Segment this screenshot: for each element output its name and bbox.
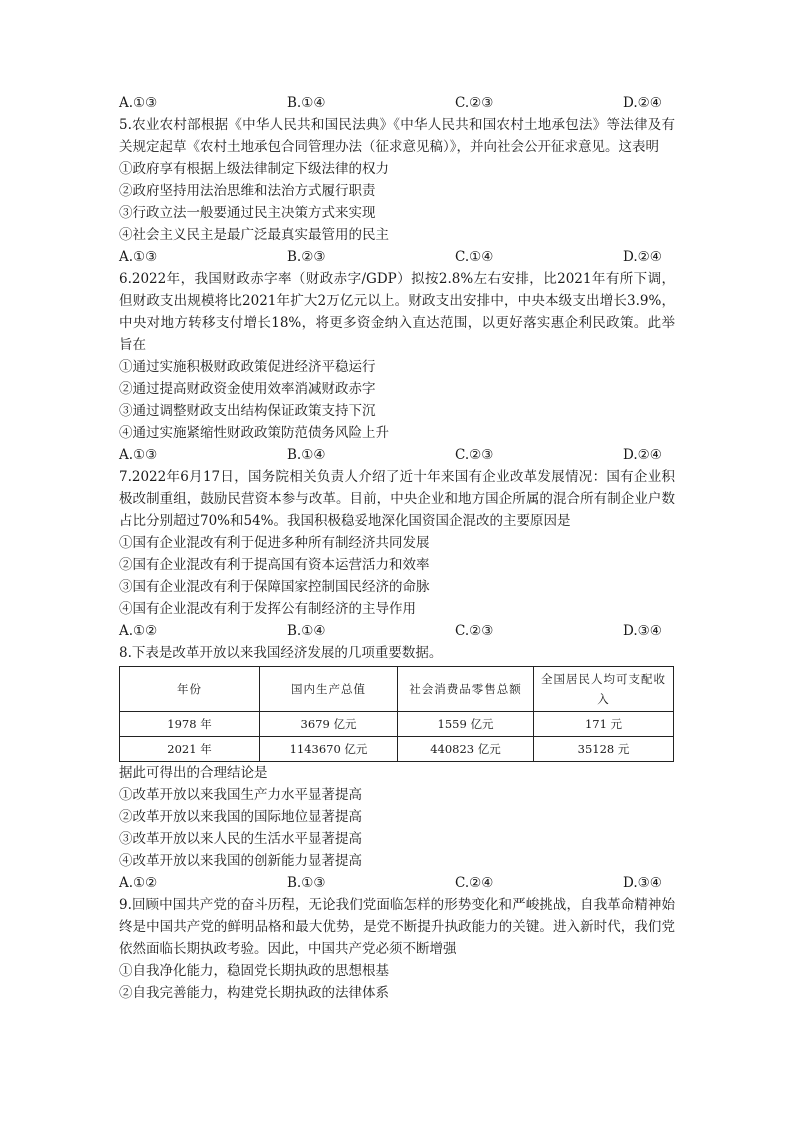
q5-option-d[interactable]: D.②④ — [623, 249, 662, 265]
q5-item-3: ③行政立法一般要通过民主决策方式来实现 — [119, 205, 376, 221]
q6-stem: 6.2022年，我国财政赤字率（财政赤字/GDP）拟按2.8%左右安排，比2021年有所下调，但财政支出规模将比2021年扩大2万亿元以上。财政支出安排中，中央本级支出增长3.9%，中央对地方转移支付增长18%，将更多资金纳入直达范围，以更好落实惠企利民政策。此举旨在 — [119, 271, 675, 353]
q5-option-c[interactable]: C.①④ — [455, 249, 494, 265]
q8-option-b[interactable]: B.①③ — [287, 875, 326, 891]
table-row — [120, 737, 674, 762]
table-header-gdp: 国内生产总值 — [260, 667, 398, 712]
q4-option-c[interactable]: C.②③ — [455, 95, 494, 111]
q8-item-3: ③改革开放以来人民的生活水平显著提高 — [119, 831, 362, 847]
q6-option-c[interactable]: C.②③ — [455, 447, 494, 463]
q8-item-1: ①改革开放以来我国生产力水平显著提高 — [119, 787, 362, 803]
table-cell: 1143670 亿元 — [260, 737, 398, 762]
q7-item-4: ④国有企业混改有利于发挥公有制经济的主导作用 — [119, 601, 416, 617]
table-cell: 171 元 — [534, 712, 674, 737]
q8-option-d[interactable]: D.③④ — [623, 875, 662, 891]
table-header-income: 全国居民人均可支配收入 — [534, 667, 674, 712]
q6-item-1: ①通过实施积极财政政策促进经济平稳运行 — [119, 359, 376, 375]
q8-option-a[interactable]: A.①② — [119, 875, 158, 891]
q4-option-d[interactable]: D.②④ — [623, 95, 662, 111]
q4-option-b[interactable]: B.①④ — [287, 95, 326, 111]
q5-item-1: ①政府享有根据上级法律制定下级法律的权力 — [119, 161, 389, 177]
q6-item-4: ④通过实施紧缩性财政政策防范债务风险上升 — [119, 425, 389, 441]
table-cell: 1978 年 — [120, 712, 260, 737]
table-cell: 440823 亿元 — [398, 737, 534, 762]
q7-item-2: ②国有企业混改有利于提高国有资本运营活力和效率 — [119, 557, 430, 573]
table-cell: 3679 亿元 — [260, 712, 398, 737]
q5-option-a[interactable]: A.①③ — [119, 249, 158, 265]
table-row — [120, 712, 674, 737]
q4-options — [119, 92, 675, 114]
q6-option-a[interactable]: A.①③ — [119, 447, 158, 463]
q5-item-2: ②政府坚持用法治思维和法治方式履行职责 — [119, 183, 376, 199]
q9-stem: 9.回顾中国共产党的奋斗历程，无论我们党面临怎样的形势变化和严峻挑战，自我革命精神始终是中国共产党的鲜明品格和最大优势，是党不断提升执政能力的关键。进入新时代，我们党依然面临长期执政考验。因此，中国共产党必须不断增强 — [119, 897, 675, 957]
q7-option-a[interactable]: A.①② — [119, 623, 158, 639]
table-cell: 2021 年 — [120, 737, 260, 762]
q8-stem: 8.下表是改革开放以来我国经济发展的几项重要数据。 — [119, 645, 443, 661]
q7-item-1: ①国有企业混改有利于促进多种所有制经济共同发展 — [119, 535, 430, 551]
q6-options — [119, 444, 675, 466]
q9-item-1: ①自我净化能力，稳固党长期执政的思想根基 — [119, 963, 389, 979]
q5-item-4: ④社会主义民主是最广泛最真实最管用的民主 — [119, 227, 389, 243]
table-header-retail: 社会消费品零售总额 — [398, 667, 534, 712]
q8-item-4: ④改革开放以来我国的创新能力显著提高 — [119, 853, 362, 869]
q8-options — [119, 872, 675, 894]
q6-option-d[interactable]: D.②④ — [623, 447, 662, 463]
table-cell: 35128 元 — [534, 737, 674, 762]
q5-stem: 5.农业农村部根据《中华人民共和国民法典》《中华人民共和国农村土地承包法》等法律及有关规定起草《农村土地承包合同管理办法（征求意见稿）》，并向社会公开征求意见。这表明 — [119, 117, 675, 155]
table-header-year: 年份 — [120, 667, 260, 712]
table-header-row — [120, 667, 674, 712]
q7-option-c[interactable]: C.②③ — [455, 623, 494, 639]
q7-option-d[interactable]: D.③④ — [623, 623, 662, 639]
q5-options — [119, 246, 675, 268]
q7-item-3: ③国有企业混改有利于保障国家控制国民经济的命脉 — [119, 579, 430, 595]
q6-item-3: ③通过调整财政支出结构保证政策支持下沉 — [119, 403, 376, 419]
q7-options — [119, 620, 675, 642]
q8-item-2: ②改革开放以来我国的国际地位显著提高 — [119, 809, 362, 825]
q5-option-b[interactable]: B.②③ — [287, 249, 326, 265]
exam-page — [119, 92, 675, 1004]
q7-stem: 7.2022年6月17日，国务院相关负责人介绍了近十年来国有企业改革发展情况：国有企业积极改制重组，鼓励民营资本参与改革。目前，中央企业和地方国企所属的混合所有制企业户数占比分别超过70%和54%。我国积极稳妥地深化国资国企混改的主要原因是 — [119, 469, 675, 529]
q8-option-c[interactable]: C.②④ — [455, 875, 494, 891]
q6-item-2: ②通过提高财政资金使用效率消减财政赤字 — [119, 381, 376, 397]
q4-option-a[interactable]: A.①③ — [119, 95, 158, 111]
q8-conclusion: 据此可得出的合理结论是 — [119, 765, 268, 781]
q6-option-b[interactable]: B.①④ — [287, 447, 326, 463]
q9-item-2: ②自我完善能力，构建党长期执政的法律体系 — [119, 985, 389, 1001]
economic-data-table — [119, 666, 674, 762]
table-cell: 1559 亿元 — [398, 712, 534, 737]
q7-option-b[interactable]: B.①④ — [287, 623, 326, 639]
